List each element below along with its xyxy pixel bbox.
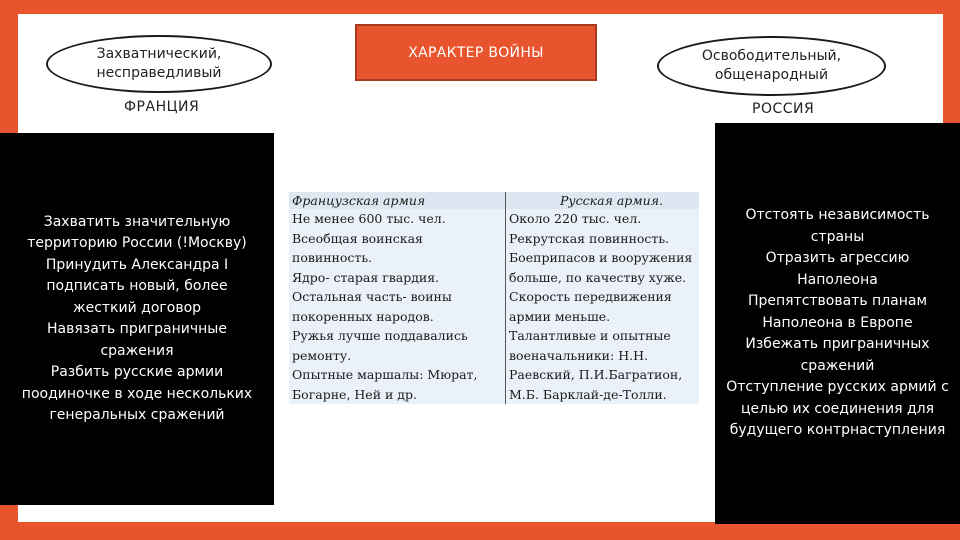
russia-goal-line: Отступление русских армий с bbox=[726, 379, 949, 396]
table-cell: Около 220 тыс. чел. bbox=[509, 211, 642, 226]
table-cell: Скорость передвижения армии меньше. bbox=[509, 289, 672, 324]
russia-goal-line: Наполеона в Европе bbox=[762, 314, 913, 331]
france-goal-line: подписать новый, более bbox=[46, 278, 228, 294]
country-label-russia: РОССИЯ bbox=[752, 101, 815, 117]
war-character-russia-ellipse: Освободительный, общенародный bbox=[657, 36, 886, 96]
russia-goal-line: целью их соединения для bbox=[740, 400, 934, 417]
france-goal-line: Принудить Александра I bbox=[45, 256, 229, 273]
russia-goal-line: Отразить агрессию bbox=[765, 250, 910, 267]
france-goals-text bbox=[22, 212, 252, 427]
france-goal-line: Захватить значительную bbox=[43, 213, 231, 230]
france-goal-line: сражения bbox=[100, 342, 174, 359]
russia-goal-line: Отстоять независимость bbox=[745, 207, 930, 224]
russia-goal-line: страны bbox=[810, 228, 865, 245]
country-label-france: ФРАНЦИЯ bbox=[124, 99, 200, 115]
slide-title-box: ХАРАКТЕР ВОЙНЫ bbox=[355, 24, 597, 81]
table-cell: Всеобщая воинская повинность. bbox=[289, 229, 506, 268]
table-cell: Ядро- старая гвардия. bbox=[289, 268, 506, 288]
france-goal-line: жесткий договор bbox=[72, 299, 202, 316]
table-row bbox=[289, 268, 699, 288]
header-french-army: Французская армия bbox=[289, 192, 506, 209]
france-goal-line: Навязать приграничные bbox=[47, 321, 227, 337]
france-goal-line: поодиночке в ходе нескольких bbox=[21, 385, 253, 402]
table-cell: Ружья лучше поддавались ремонту. bbox=[289, 326, 506, 365]
table-cell: Раевский, П.И.Багратион, М.Б. Барклай-де-Толли. bbox=[509, 367, 683, 402]
table-row bbox=[289, 229, 699, 268]
russia-goal-line: будущего контрнаступления bbox=[729, 422, 946, 439]
russia-goals-text bbox=[726, 205, 949, 442]
russia-goals-panel bbox=[715, 123, 960, 524]
russia-goal-line: Препятствовать планам bbox=[747, 293, 928, 310]
table-cell: Не менее 600 тыс. чел. bbox=[289, 209, 506, 229]
france-goals-panel bbox=[0, 133, 274, 505]
france-goal-line: генеральных сражений bbox=[49, 407, 225, 423]
table-cell: Рекрутская повинность. Боеприпасов и вооружения bbox=[509, 230, 693, 265]
table-header-row bbox=[289, 192, 699, 209]
russia-goal-line: Избежать приграничных bbox=[745, 336, 930, 353]
table-row bbox=[289, 287, 699, 326]
table-row bbox=[289, 209, 699, 229]
table-cell: Остальная часть- воины покоренных народов. bbox=[289, 287, 506, 326]
army-comparison-table bbox=[289, 192, 699, 404]
table-row bbox=[289, 326, 699, 365]
table-cell: Талантливые и опытные военачальники: Н.Н. bbox=[509, 328, 671, 363]
header-russian-army: Русская армия. bbox=[506, 192, 700, 209]
table-row bbox=[289, 365, 699, 404]
war-character-france-ellipse: Захватнический, несправедливый bbox=[46, 35, 272, 93]
russia-goal-line: Наполеона bbox=[797, 271, 878, 288]
russia-goal-line: сражений bbox=[800, 357, 875, 374]
france-goal-line: территорию России (!Москву) bbox=[27, 235, 247, 251]
france-goal-line: Разбить русские армии bbox=[50, 364, 224, 380]
table-cell: Опытные маршалы: Мюрат, Богарне, Ней и др. bbox=[289, 365, 506, 404]
table-cell: больше, по качеству хуже. bbox=[509, 269, 687, 285]
